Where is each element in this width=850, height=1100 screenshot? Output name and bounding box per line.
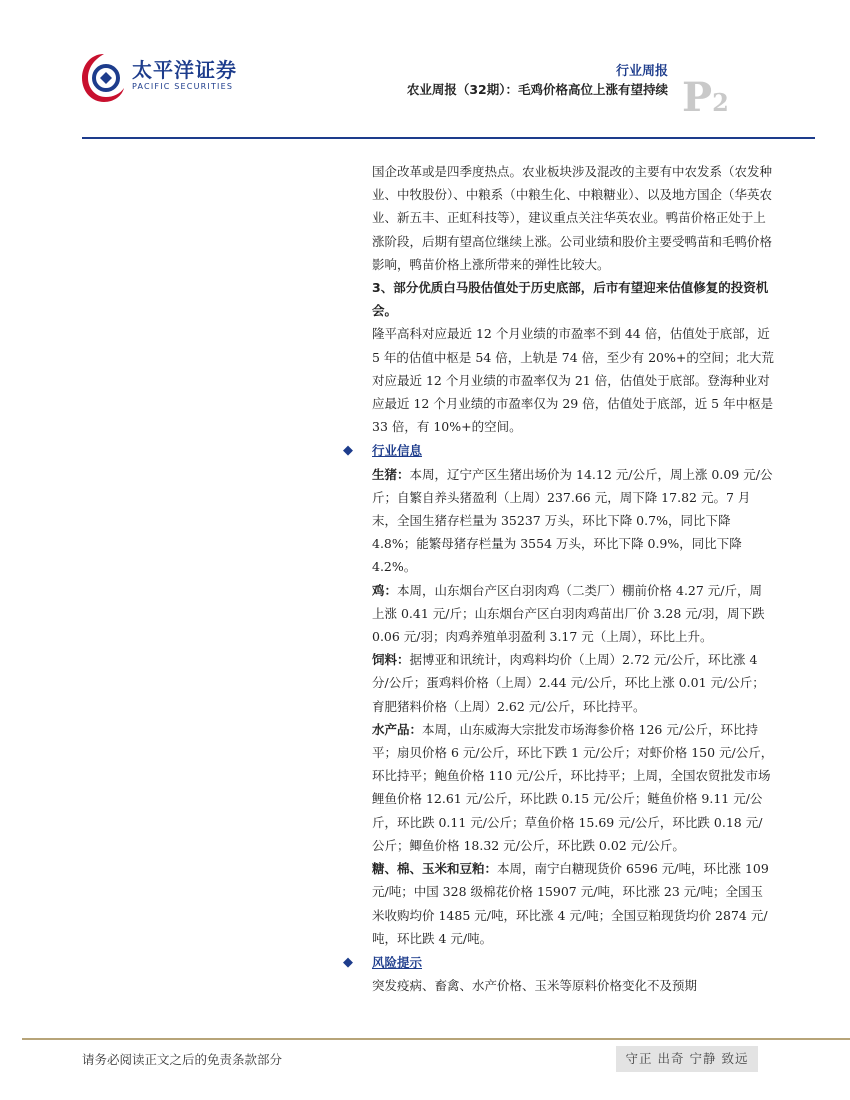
page-number-prefix: P bbox=[682, 74, 713, 121]
item-feed bbox=[372, 648, 774, 718]
point-3-heading: 3、部分优质白马股估值处于历史底部，后市有望迎来估值修复的投资机会。 bbox=[372, 280, 769, 319]
report-body bbox=[343, 160, 774, 997]
risk-section bbox=[343, 951, 774, 974]
footer-divider bbox=[22, 1038, 850, 1040]
footer-motto: 守正 出奇 宁静 致远 bbox=[616, 1046, 758, 1072]
item-term: 饲料： bbox=[372, 652, 410, 668]
industry-info-section bbox=[343, 439, 774, 462]
item-text: 本周，南宁白糖现货价 6596 元/吨，环比涨 109 元/吨；中国 328 级棉花价格 15907 元/吨，环比涨 23 元/吨；全国玉米收购均价 1485 元/吨，环比涨 4 元/吨；全国豆粕现货均价 2874 元/吨，环比跌 4 元/吨。 bbox=[372, 861, 769, 946]
section-title-industry-info: 行业信息 bbox=[372, 443, 423, 459]
report-type: 行业周报 bbox=[615, 64, 668, 79]
logo-mark-icon bbox=[80, 50, 128, 106]
item-term: 水产品： bbox=[372, 721, 423, 737]
item-sugar-cotton-corn-meal bbox=[372, 857, 774, 950]
item-aquatic bbox=[372, 718, 774, 857]
item-term: 鸡： bbox=[372, 582, 398, 598]
item-term: 糖、棉、玉米和豆粕： bbox=[372, 861, 498, 877]
page-number bbox=[682, 74, 729, 121]
intro-paragraph: 国企改革或是四季度热点。农业板块涉及混改的主要有中农发系（农发种业、中牧股份）、中粮系（中粮生化、中粮糖业）、以及地方国企（华英农业、新五丰、正虹科技等），建议重点关注华英农业。鸭苗价格正处于上涨阶段，后期有望高位继续上涨。公司业绩和股价主要受鸭苗和毛鸭价格影响，鸭苗价格上涨所带来的弹性比较大。 bbox=[372, 164, 773, 272]
diamond-bullet-icon: ◆ bbox=[343, 954, 353, 970]
logo-english-name: PACIFIC SECURITIES bbox=[132, 82, 234, 91]
diamond-bullet-icon: ◆ bbox=[343, 443, 353, 459]
report-title: 农业周报（32期）：毛鸡价格高位上涨有望持续 bbox=[406, 82, 668, 97]
footer-disclaimer: 请务必阅读正文之后的免责条款部分 bbox=[82, 1052, 283, 1067]
item-term: 生猪： bbox=[372, 466, 410, 482]
company-logo bbox=[80, 50, 240, 106]
item-text: 本周，辽宁产区生猪出场价为 14.12 元/公斤，周上涨 0.09 元/公斤；自繁自养头猪盈利（上周）237.66 元，周下降 17.82 元。7 月末，全国生猪存栏量为 35237 万头，环比下降 0.7%，同比下降 4.8%；能繁母猪存栏量为 3554 万头，环比下降 0.9%，同比下降 4.2%。 bbox=[372, 466, 773, 575]
point-3-paragraph: 隆平高科对应最近 12 个月业绩的市盈率不到 44 倍，估值处于底部，近 5 年的估值中枢是 54 倍，上轨是 74 倍，至少有 20%+的空间；北大荒对应最近 12 个月业绩的市盈率仅为 21 倍，估值处于底部。登海种业对应最近 12 个月业绩的市盈率仅为 29 倍，估值处于底部，近 5 年中枢是 33 倍，有 10%+的空间。 bbox=[372, 326, 774, 435]
page-number-value: 2 bbox=[712, 88, 729, 117]
section-title-risk: 风险提示 bbox=[372, 954, 423, 970]
item-text: 据博亚和讯统计，肉鸡料均价（上周）2.72 元/公斤，环比涨 4 分/公斤；蛋鸡料价格（上周）2.44 元/公斤，环比上涨 0.01 元/公斤；育肥猪料价格（上周）2.62 元/公斤，环比持平。 bbox=[372, 652, 765, 714]
item-text: 本周，山东烟台产区白羽肉鸡（二类厂）棚前价格 4.27 元/斤，周上涨 0.41 元/斤；山东烟台产区白羽肉鸡苗出厂价 3.28 元/羽，周下跌 0.06 元/羽；肉鸡养殖单羽盈利 3.17 元（上周），环比上升。 bbox=[372, 582, 765, 645]
item-hog bbox=[372, 463, 774, 579]
logo-chinese-name: 太平洋证券 bbox=[132, 58, 237, 82]
risk-paragraph: 突发疫病、畜禽、水产价格、玉米等原料价格变化不及预期 bbox=[372, 978, 698, 994]
header-divider bbox=[82, 137, 815, 139]
item-text: 本周，山东威海大宗批发市场海参价格 126 元/公斤，环比持平；扇贝价格 6 元/公斤，环比下跌 1 元/公斤；对虾价格 150 元/公斤，环比持平；鲍鱼价格 110 元/公斤，环比持平；上周，全国农贸批发市场鲤鱼价格 12.61 元/公斤，环比跌 0.15 元/公斤；鲢鱼价格 9.11 元/公斤，环比跌 0.11 元/公斤；草鱼价格 15.69 元/公斤，环比跌 0.18 元/公斤；鲫鱼价格 18.32 元/公斤，环比跌 0.02 元/公斤。 bbox=[372, 721, 774, 853]
item-chicken bbox=[372, 579, 774, 649]
